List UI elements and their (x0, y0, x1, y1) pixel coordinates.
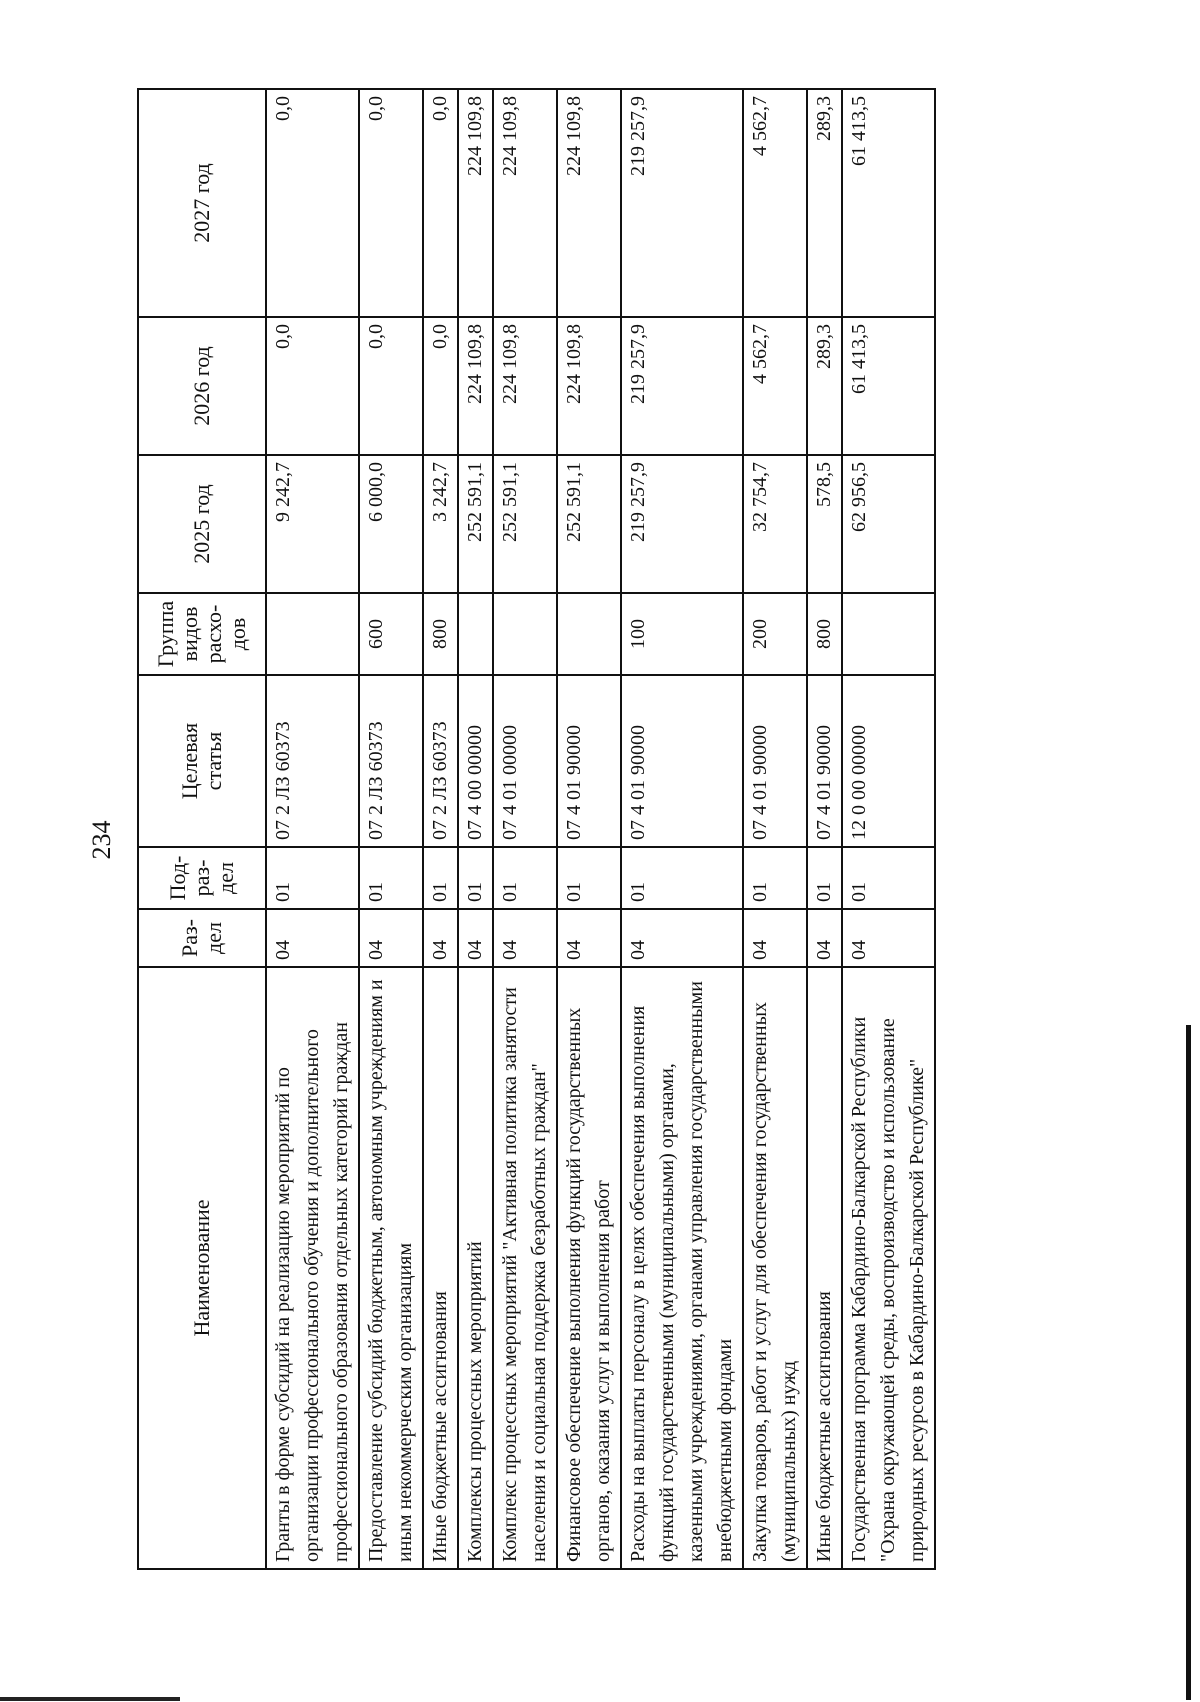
row-celevaya: 07 2 ЛЗ 60373 (423, 675, 458, 847)
row-name: Государственная программа Кабардино-Балкарской Республики "Охрана окружающей среды, воспроизводство и использование природных ресурсов в Кабардино-Балкарской Республике" (842, 967, 935, 1569)
table-row (423, 89, 458, 1569)
row-podrazdel: 01 (842, 847, 935, 909)
row-2027: 61 413,5 (842, 89, 935, 317)
row-celevaya: 07 4 01 90000 (621, 675, 743, 847)
row-2026: 224 109,8 (493, 317, 557, 455)
row-razdel: 04 (423, 909, 458, 967)
scan-bottom-mark (0, 1697, 180, 1701)
row-name: Предоставление субсидий бюджетным, автономным учреждениям и иным некоммерческим организациям (359, 967, 423, 1569)
header-2027: 2027 год (138, 89, 266, 317)
row-podrazdel: 01 (807, 847, 842, 909)
table-row (458, 89, 493, 1569)
header-name: Наименование (138, 967, 266, 1569)
row-celevaya: 07 4 01 90000 (807, 675, 842, 847)
row-gruppa: 800 (423, 593, 458, 675)
header-2026: 2026 год (138, 317, 266, 455)
row-2026: 219 257,9 (621, 317, 743, 455)
row-2027: 224 109,8 (493, 89, 557, 317)
row-celevaya: 07 2 ЛЗ 60373 (359, 675, 423, 847)
table-row (621, 89, 743, 1569)
row-2026: 0,0 (266, 317, 359, 455)
row-2025: 252 591,1 (458, 455, 493, 593)
table-row (842, 89, 935, 1569)
row-2027: 0,0 (423, 89, 458, 317)
row-podrazdel: 01 (621, 847, 743, 909)
row-2027: 224 109,8 (557, 89, 621, 317)
row-gruppa: 600 (359, 593, 423, 675)
table-row (807, 89, 842, 1569)
row-razdel: 04 (743, 909, 807, 967)
row-gruppa: 800 (807, 593, 842, 675)
row-2026: 224 109,8 (557, 317, 621, 455)
row-2026: 0,0 (423, 317, 458, 455)
table-row (359, 89, 423, 1569)
row-2026: 4 562,7 (743, 317, 807, 455)
table-row (493, 89, 557, 1569)
row-2025: 62 956,5 (842, 455, 935, 593)
row-razdel: 04 (359, 909, 423, 967)
budget-table (137, 88, 936, 1570)
row-razdel: 04 (807, 909, 842, 967)
row-razdel: 04 (621, 909, 743, 967)
row-2025: 3 242,7 (423, 455, 458, 593)
row-podrazdel: 01 (493, 847, 557, 909)
row-name: Расходы на выплаты персоналу в целях обеспечения выполнения функций государственными (муниципальными) органами, казенными учреждениями, органами управления государственными внебюджетными фондами (621, 967, 743, 1569)
row-2027: 4 562,7 (743, 89, 807, 317)
row-name: Комплекс процессных мероприятий "Активная политика занятости населения и социальная поддержка безработных граждан" (493, 967, 557, 1569)
row-gruppa: 200 (743, 593, 807, 675)
row-2025: 578,5 (807, 455, 842, 593)
row-2025: 32 754,7 (743, 455, 807, 593)
row-podrazdel: 01 (557, 847, 621, 909)
row-2026: 0,0 (359, 317, 423, 455)
row-razdel: 04 (842, 909, 935, 967)
row-razdel: 04 (458, 909, 493, 967)
table-row (557, 89, 621, 1569)
row-2026: 61 413,5 (842, 317, 935, 455)
row-2025: 252 591,1 (557, 455, 621, 593)
header-podrazdel: Под- раз- дел (138, 847, 266, 909)
row-podrazdel: 01 (359, 847, 423, 909)
scan-edge-line (1186, 1025, 1191, 1700)
row-2027: 219 257,9 (621, 89, 743, 317)
row-name: Иные бюджетные ассигнования (807, 967, 842, 1569)
row-gruppa (266, 593, 359, 675)
row-celevaya: 07 4 01 90000 (557, 675, 621, 847)
row-name: Комплексы процессных мероприятий (458, 967, 493, 1569)
row-2026: 224 109,8 (458, 317, 493, 455)
row-gruppa (458, 593, 493, 675)
row-2025: 219 257,9 (621, 455, 743, 593)
row-celevaya: 07 2 ЛЗ 60373 (266, 675, 359, 847)
row-podrazdel: 01 (423, 847, 458, 909)
row-2025: 252 591,1 (493, 455, 557, 593)
row-2025: 6 000,0 (359, 455, 423, 593)
rotated-table-container (137, 90, 1061, 1570)
row-name: Гранты в форме субсидий на реализацию мероприятий по организации профессионального обучения и дополнительного профессионального образования отдельных категорий граждан (266, 967, 359, 1569)
row-gruppa (842, 593, 935, 675)
row-celevaya: 07 4 01 90000 (743, 675, 807, 847)
row-gruppa: 100 (621, 593, 743, 675)
page-number: 234 (87, 820, 116, 860)
row-razdel: 04 (557, 909, 621, 967)
table-header-row (138, 89, 266, 1569)
header-2025: 2025 год (138, 455, 266, 593)
row-2026: 289,3 (807, 317, 842, 455)
row-celevaya: 12 0 00 00000 (842, 675, 935, 847)
row-razdel: 04 (266, 909, 359, 967)
row-name: Закупка товаров, работ и услуг для обеспечения государственных (муниципальных) нужд (743, 967, 807, 1569)
row-podrazdel: 01 (458, 847, 493, 909)
row-gruppa (493, 593, 557, 675)
row-2027: 289,3 (807, 89, 842, 317)
header-gruppa: Группа видов расхо- дов (138, 593, 266, 675)
row-2025: 9 242,7 (266, 455, 359, 593)
row-celevaya: 07 4 01 00000 (493, 675, 557, 847)
row-2027: 224 109,8 (458, 89, 493, 317)
table-row (266, 89, 359, 1569)
row-2027: 0,0 (359, 89, 423, 317)
row-razdel: 04 (493, 909, 557, 967)
row-2027: 0,0 (266, 89, 359, 317)
header-razdel: Раз- дел (138, 909, 266, 967)
header-celevaya: Целевая статья (138, 675, 266, 847)
table-row (743, 89, 807, 1569)
row-podrazdel: 01 (266, 847, 359, 909)
row-name: Финансовое обеспечение выполнения функций государственных органов, оказания услуг и выполнения работ (557, 967, 621, 1569)
row-podrazdel: 01 (743, 847, 807, 909)
row-name: Иные бюджетные ассигнования (423, 967, 458, 1569)
row-gruppa (557, 593, 621, 675)
row-celevaya: 07 4 00 00000 (458, 675, 493, 847)
